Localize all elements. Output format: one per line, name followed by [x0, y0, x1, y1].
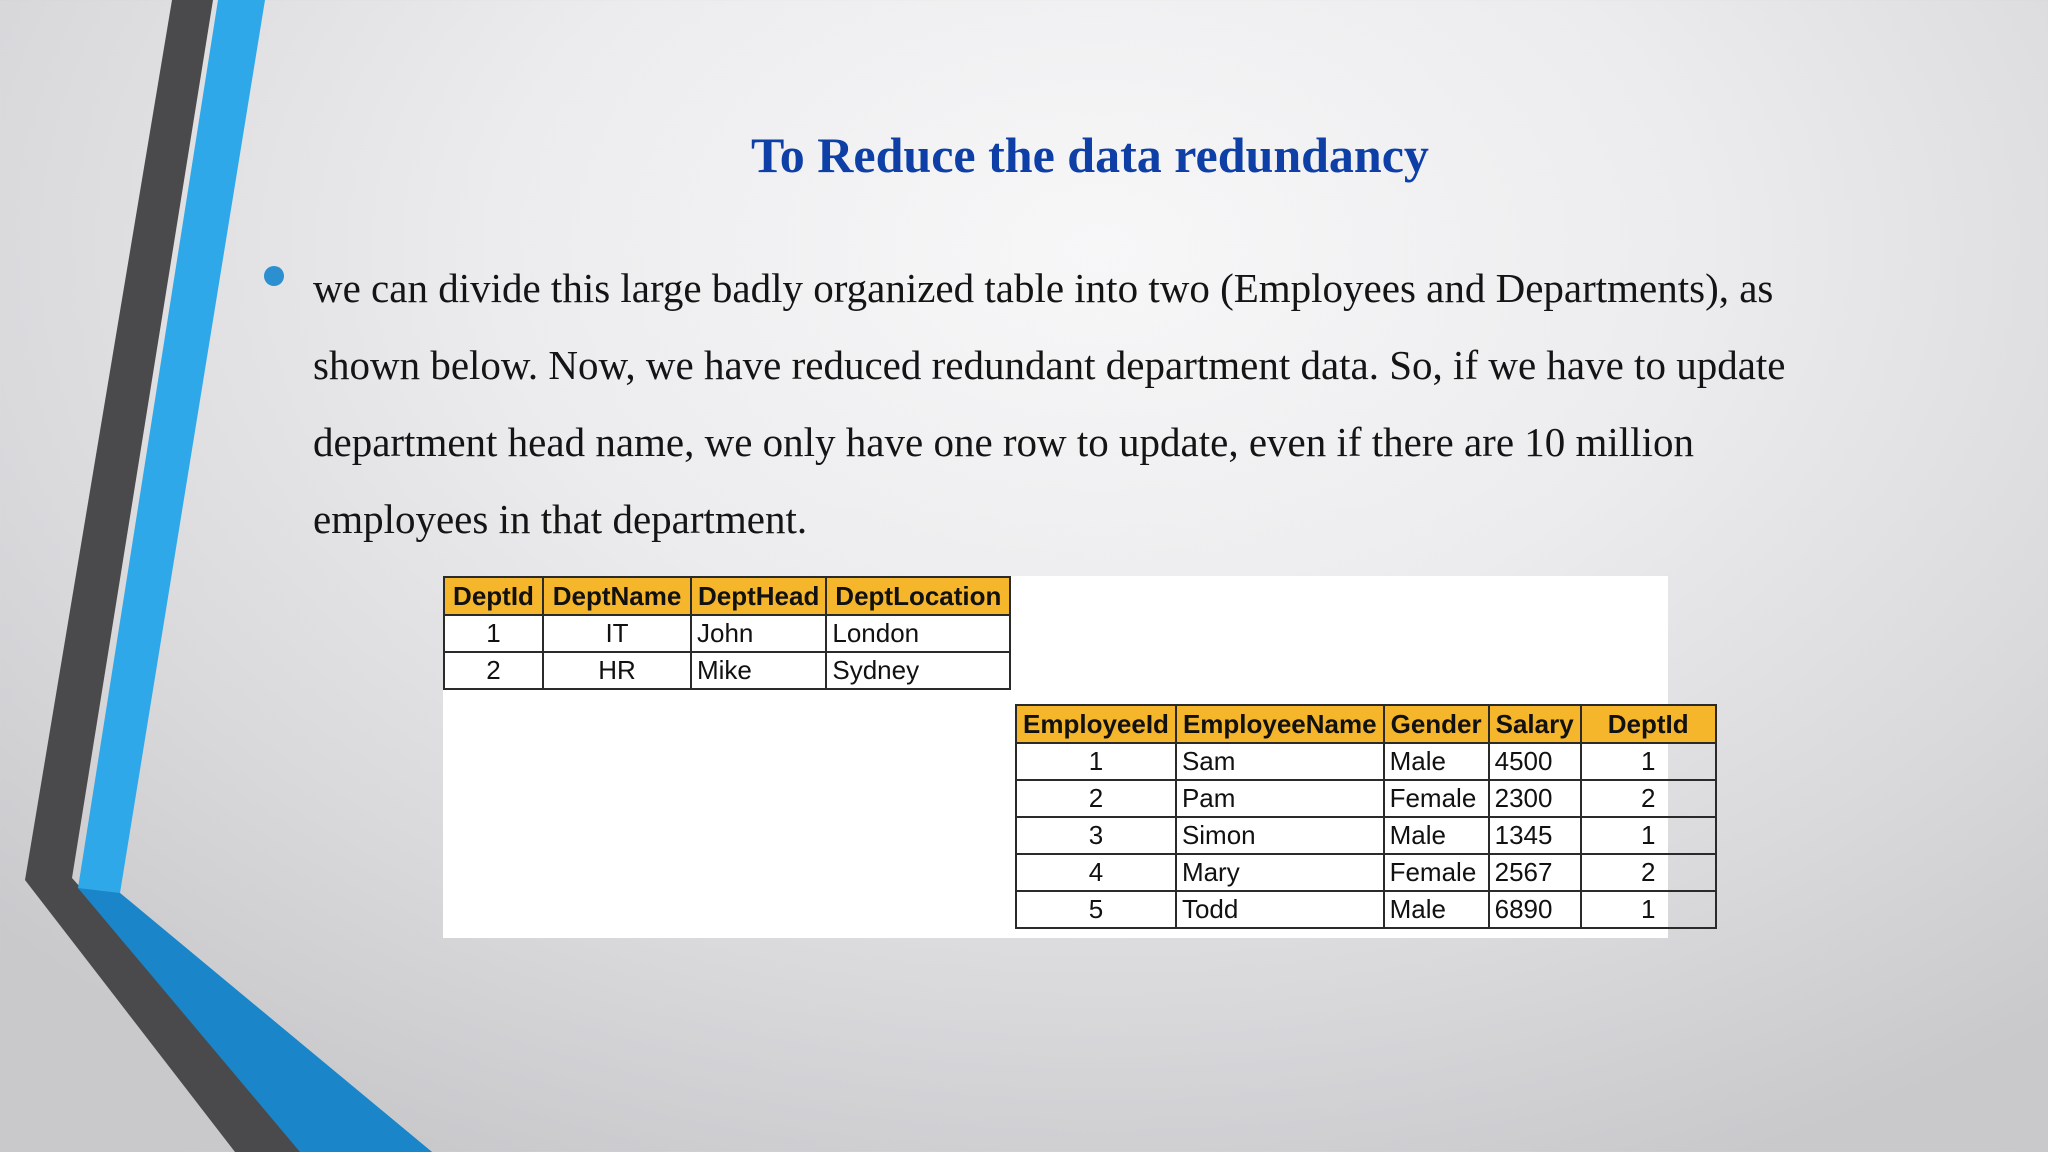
dept-location-cell: London [826, 615, 1010, 652]
departments-table [443, 576, 1011, 690]
gender-cell: Male [1384, 743, 1489, 780]
employee-id-cell: 4 [1016, 854, 1176, 891]
employee-dept-id-cell: 2 [1581, 780, 1716, 817]
dept-id-header: DeptId [444, 577, 543, 615]
employee-name-cell: Todd [1176, 891, 1384, 928]
table-row [1016, 854, 1716, 891]
table-row [444, 652, 1010, 689]
employee-id-cell: 2 [1016, 780, 1176, 817]
gender-cell: Female [1384, 854, 1489, 891]
salary-header: Salary [1489, 705, 1581, 743]
dept-name-cell: IT [543, 615, 691, 652]
dept-name-cell: HR [543, 652, 691, 689]
dept-head-cell: Mike [691, 652, 826, 689]
salary-cell: 4500 [1489, 743, 1581, 780]
gender-cell: Male [1384, 891, 1489, 928]
salary-cell: 6890 [1489, 891, 1581, 928]
dept-id-cell: 2 [444, 652, 543, 689]
employee-name-cell: Mary [1176, 854, 1384, 891]
bullet-icon [264, 266, 284, 286]
dept-name-header: DeptName [543, 577, 691, 615]
dept-head-cell: John [691, 615, 826, 652]
gender-header: Gender [1384, 705, 1489, 743]
gender-cell: Male [1384, 817, 1489, 854]
table-row [1016, 780, 1716, 817]
employee-name-cell: Simon [1176, 817, 1384, 854]
employee-dept-id-cell: 2 [1581, 854, 1716, 891]
employee-id-cell: 5 [1016, 891, 1176, 928]
table-row [444, 615, 1010, 652]
slide-title: To Reduce the data redundancy [751, 127, 1429, 183]
table-row [1016, 743, 1716, 780]
employee-dept-id-cell: 1 [1581, 891, 1716, 928]
departments-header-row [444, 577, 1010, 615]
employee-name-cell: Sam [1176, 743, 1384, 780]
salary-cell: 2567 [1489, 854, 1581, 891]
gender-cell: Female [1384, 780, 1489, 817]
salary-cell: 2300 [1489, 780, 1581, 817]
table-row [1016, 817, 1716, 854]
employee-name-cell: Pam [1176, 780, 1384, 817]
dept-id-cell: 1 [444, 615, 543, 652]
bullet-text: we can divide this large badly organized table into two (Employees and Departments), as shown below. Now, we have reduced redundant department data. So, if we have to update department head name, we only have one row to update, even if there are 10 million employees in that department. [313, 265, 1786, 542]
dept-head-header: DeptHead [691, 577, 826, 615]
employees-table [1015, 704, 1717, 929]
employee-id-header: EmployeeId [1016, 705, 1176, 743]
employee-id-cell: 1 [1016, 743, 1176, 780]
dept-location-cell: Sydney [826, 652, 1010, 689]
salary-cell: 1345 [1489, 817, 1581, 854]
employee-dept-id-header: DeptId [1581, 705, 1716, 743]
employee-id-cell: 3 [1016, 817, 1176, 854]
employee-name-header: EmployeeName [1176, 705, 1384, 743]
employee-dept-id-cell: 1 [1581, 743, 1716, 780]
employee-dept-id-cell: 1 [1581, 817, 1716, 854]
table-row [1016, 891, 1716, 928]
dept-location-header: DeptLocation [826, 577, 1010, 615]
employees-header-row [1016, 705, 1716, 743]
